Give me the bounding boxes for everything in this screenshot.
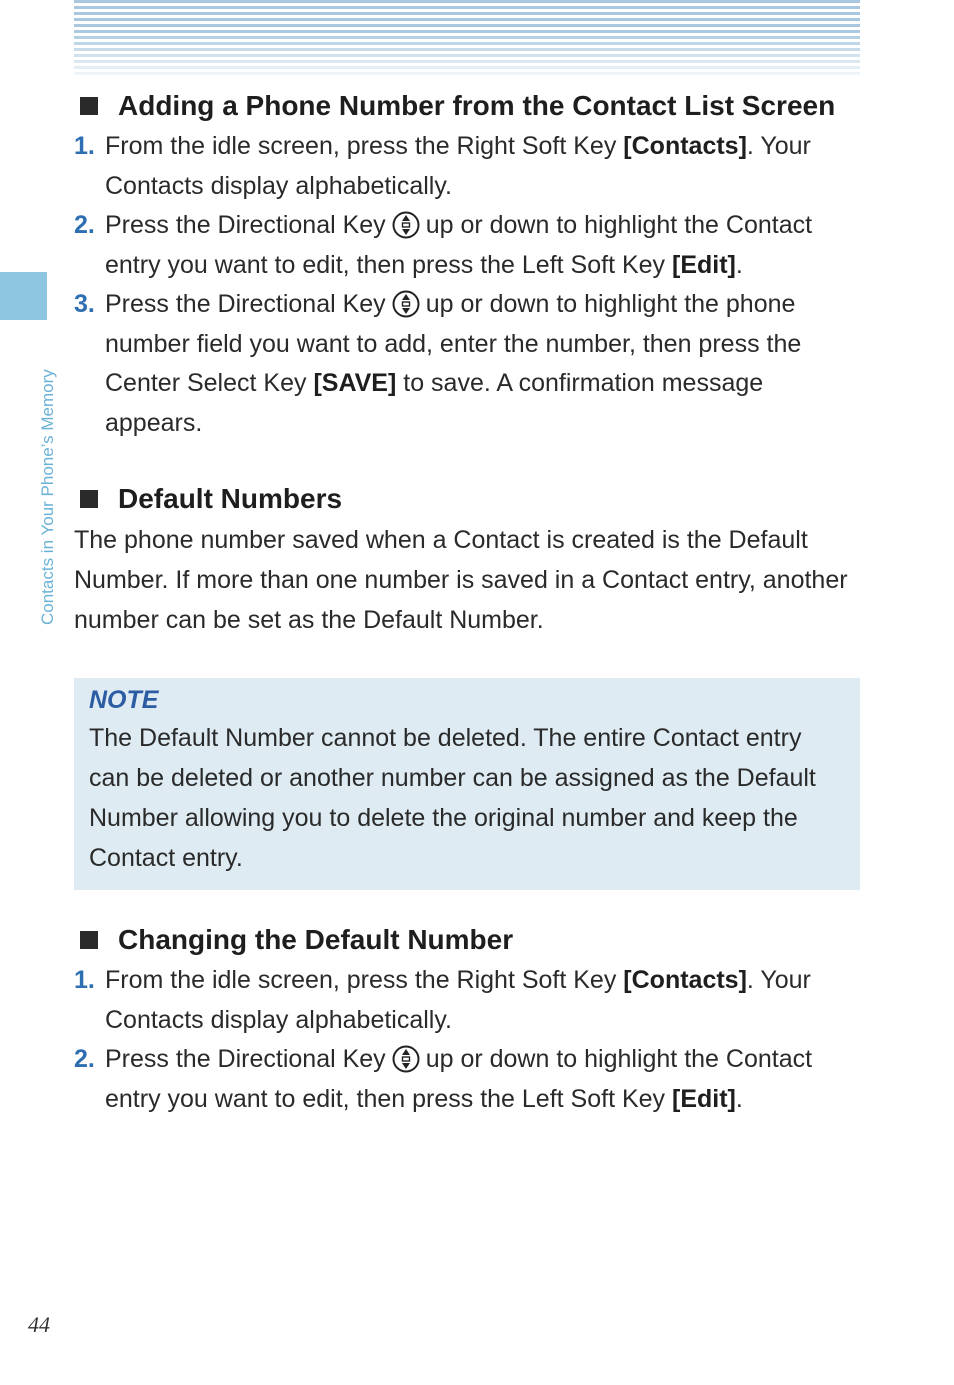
step-text: up or down to highlight the Contact entry you want to edit, then press the Left Soft Key — [105, 211, 813, 279]
page-content — [74, 86, 864, 1119]
header-stripe-band — [74, 0, 860, 76]
step-text: Press the Directional Key — [105, 211, 386, 239]
directional-key-icon — [392, 1045, 420, 1073]
step-item — [74, 961, 864, 1040]
step-text: From the idle screen, press the Right Soft Key — [105, 966, 624, 994]
step-text: . Your Contacts display alphabetically. — [105, 132, 811, 200]
section-heading-adding-number — [74, 86, 864, 125]
step-item — [74, 206, 864, 285]
square-bullet-icon — [80, 97, 98, 115]
step-item — [74, 285, 864, 443]
step-item — [74, 1040, 864, 1119]
note-text: The Default Number cannot be deleted. The entire Contact entry can be deleted or another number can be assigned as the Default Number allowing you to delete the original number and keep the Contact entry. — [89, 724, 816, 872]
step-text: to save. A confirmation message appears. — [105, 369, 764, 437]
step-number: 1. — [74, 132, 95, 160]
chapter-side-label: Contacts in Your Phone’s Memory — [38, 369, 57, 625]
section-title: Adding a Phone Number from the Contact List Screen — [118, 90, 836, 121]
chapter-tab-marker — [0, 272, 47, 320]
note-title: NOTE — [89, 686, 159, 714]
soft-key-label: [Contacts] — [623, 132, 747, 160]
steps-list-adding-number — [74, 127, 864, 443]
section-title: Default Numbers — [118, 483, 343, 514]
step-text: From the idle screen, press the Right Soft Key — [105, 132, 624, 160]
step-number: 3. — [74, 290, 95, 318]
step-text: . — [735, 250, 743, 279]
steps-list-changing-default — [74, 961, 864, 1119]
section-title: Changing the Default Number — [118, 924, 514, 955]
section-heading-changing-default — [74, 920, 864, 959]
directional-key-icon — [392, 290, 420, 318]
step-text: up or down to highlight the Contact entry you want to edit, then press the Left Soft Key — [105, 1045, 813, 1113]
note-box — [74, 678, 860, 890]
default-numbers-paragraph: The phone number saved when a Contact is created is the Default Number. If more than one number is saved in a Contact entry, another number can be set as the Default Number. — [74, 526, 848, 634]
step-number: 1. — [74, 966, 95, 994]
square-bullet-icon — [80, 490, 98, 508]
section-heading-default-numbers — [74, 479, 864, 518]
step-text: up or down to highlight the phone number field you want to add, enter the number, then press the Center Select Key — [105, 290, 802, 397]
soft-key-label: [Contacts] — [623, 966, 747, 994]
page-number: 44 — [28, 1312, 50, 1337]
step-text: Press the Directional Key — [105, 1045, 386, 1073]
soft-key-label: [Edit] — [672, 250, 736, 279]
soft-key-label: [Edit] — [672, 1084, 736, 1113]
step-text: . Your Contacts display alphabetically. — [105, 966, 811, 1034]
select-key-label: [SAVE] — [313, 369, 397, 397]
step-number: 2. — [74, 1045, 95, 1073]
step-text: . — [735, 1084, 743, 1113]
square-bullet-icon — [80, 931, 98, 949]
directional-key-icon — [392, 211, 420, 239]
step-item — [74, 127, 864, 206]
step-text: Press the Directional Key — [105, 290, 386, 318]
step-number: 2. — [74, 211, 95, 239]
